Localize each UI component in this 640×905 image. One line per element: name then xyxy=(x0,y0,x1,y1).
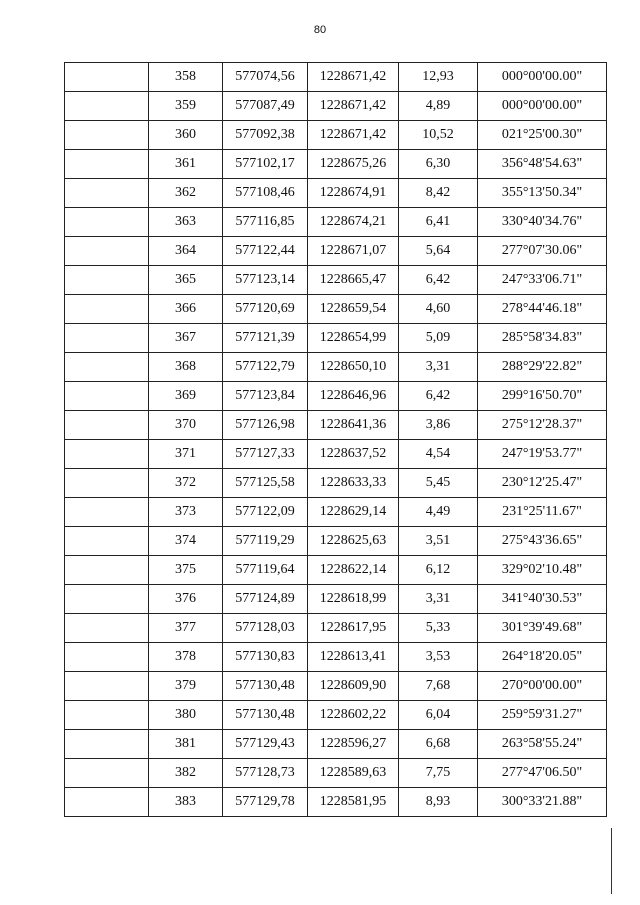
point-number-cell: 372 xyxy=(149,469,223,498)
point-number-cell: 376 xyxy=(149,585,223,614)
x-coordinate-cell: 577092,38 xyxy=(223,121,308,150)
x-coordinate-cell: 577128,03 xyxy=(223,614,308,643)
direction-angle-cell: 288°29'22.82" xyxy=(478,353,607,382)
direction-angle-cell: 270°00'00.00" xyxy=(478,672,607,701)
point-number-cell: 371 xyxy=(149,440,223,469)
length-cell: 5,33 xyxy=(399,614,478,643)
x-coordinate-cell: 577126,98 xyxy=(223,411,308,440)
y-coordinate-cell: 1228659,54 xyxy=(308,295,399,324)
length-cell: 6,42 xyxy=(399,266,478,295)
x-coordinate-cell: 577119,64 xyxy=(223,556,308,585)
direction-angle-cell: 264°18'20.05" xyxy=(478,643,607,672)
table-row xyxy=(65,440,607,469)
length-cell: 6,30 xyxy=(399,150,478,179)
x-coordinate-cell: 577108,46 xyxy=(223,179,308,208)
point-number-cell: 361 xyxy=(149,150,223,179)
x-coordinate-cell: 577119,29 xyxy=(223,527,308,556)
coordinates-table-body xyxy=(65,63,607,817)
direction-angle-cell: 329°02'10.48" xyxy=(478,556,607,585)
y-coordinate-cell: 1228613,41 xyxy=(308,643,399,672)
x-coordinate-cell: 577123,14 xyxy=(223,266,308,295)
table-row xyxy=(65,701,607,730)
direction-angle-cell: 021°25'00.30" xyxy=(478,121,607,150)
y-coordinate-cell: 1228671,07 xyxy=(308,237,399,266)
blank-cell xyxy=(65,469,149,498)
y-coordinate-cell: 1228581,95 xyxy=(308,788,399,817)
y-coordinate-cell: 1228589,63 xyxy=(308,759,399,788)
direction-angle-cell: 356°48'54.63" xyxy=(478,150,607,179)
table-row xyxy=(65,382,607,411)
length-cell: 4,60 xyxy=(399,295,478,324)
blank-cell xyxy=(65,788,149,817)
direction-angle-cell: 299°16'50.70" xyxy=(478,382,607,411)
blank-cell xyxy=(65,382,149,411)
point-number-cell: 382 xyxy=(149,759,223,788)
y-coordinate-cell: 1228671,42 xyxy=(308,92,399,121)
blank-cell xyxy=(65,266,149,295)
point-number-cell: 380 xyxy=(149,701,223,730)
length-cell: 6,42 xyxy=(399,382,478,411)
y-coordinate-cell: 1228602,22 xyxy=(308,701,399,730)
table-row xyxy=(65,63,607,92)
length-cell: 4,89 xyxy=(399,92,478,121)
length-cell: 5,45 xyxy=(399,469,478,498)
direction-angle-cell: 247°33'06.71" xyxy=(478,266,607,295)
length-cell: 10,52 xyxy=(399,121,478,150)
table-row xyxy=(65,556,607,585)
x-coordinate-cell: 577129,43 xyxy=(223,730,308,759)
x-coordinate-cell: 577102,17 xyxy=(223,150,308,179)
table-row xyxy=(65,585,607,614)
table-row xyxy=(65,295,607,324)
x-coordinate-cell: 577074,56 xyxy=(223,63,308,92)
direction-angle-cell: 259°59'31.27" xyxy=(478,701,607,730)
table-row xyxy=(65,150,607,179)
direction-angle-cell: 278°44'46.18" xyxy=(478,295,607,324)
blank-cell xyxy=(65,614,149,643)
blank-cell xyxy=(65,643,149,672)
table-row xyxy=(65,643,607,672)
blank-cell xyxy=(65,353,149,382)
x-coordinate-cell: 577087,49 xyxy=(223,92,308,121)
point-number-cell: 362 xyxy=(149,179,223,208)
table-row xyxy=(65,411,607,440)
x-coordinate-cell: 577130,83 xyxy=(223,643,308,672)
direction-angle-cell: 230°12'25.47" xyxy=(478,469,607,498)
table-row xyxy=(65,498,607,527)
y-coordinate-cell: 1228674,91 xyxy=(308,179,399,208)
y-coordinate-cell: 1228675,26 xyxy=(308,150,399,179)
length-cell: 4,49 xyxy=(399,498,478,527)
x-coordinate-cell: 577116,85 xyxy=(223,208,308,237)
page-number: 80 xyxy=(313,24,327,36)
x-coordinate-cell: 577125,58 xyxy=(223,469,308,498)
point-number-cell: 367 xyxy=(149,324,223,353)
y-coordinate-cell: 1228633,33 xyxy=(308,469,399,498)
y-coordinate-cell: 1228671,42 xyxy=(308,63,399,92)
blank-cell xyxy=(65,701,149,730)
direction-angle-cell: 300°33'21.88" xyxy=(478,788,607,817)
blank-cell xyxy=(65,411,149,440)
point-number-cell: 383 xyxy=(149,788,223,817)
x-coordinate-cell: 577122,79 xyxy=(223,353,308,382)
table-row xyxy=(65,266,607,295)
y-coordinate-cell: 1228625,63 xyxy=(308,527,399,556)
length-cell: 3,51 xyxy=(399,527,478,556)
point-number-cell: 373 xyxy=(149,498,223,527)
point-number-cell: 370 xyxy=(149,411,223,440)
direction-angle-cell: 000°00'00.00" xyxy=(478,63,607,92)
x-coordinate-cell: 577122,09 xyxy=(223,498,308,527)
point-number-cell: 364 xyxy=(149,237,223,266)
length-cell: 3,53 xyxy=(399,643,478,672)
x-coordinate-cell: 577130,48 xyxy=(223,672,308,701)
point-number-cell: 378 xyxy=(149,643,223,672)
x-coordinate-cell: 577127,33 xyxy=(223,440,308,469)
y-coordinate-cell: 1228618,99 xyxy=(308,585,399,614)
blank-cell xyxy=(65,237,149,266)
direction-angle-cell: 275°43'36.65" xyxy=(478,527,607,556)
y-coordinate-cell: 1228646,96 xyxy=(308,382,399,411)
blank-cell xyxy=(65,498,149,527)
point-number-cell: 360 xyxy=(149,121,223,150)
x-coordinate-cell: 577128,73 xyxy=(223,759,308,788)
table-row xyxy=(65,179,607,208)
length-cell: 4,54 xyxy=(399,440,478,469)
y-coordinate-cell: 1228665,47 xyxy=(308,266,399,295)
blank-cell xyxy=(65,92,149,121)
direction-angle-cell: 277°47'06.50" xyxy=(478,759,607,788)
y-coordinate-cell: 1228654,99 xyxy=(308,324,399,353)
blank-cell xyxy=(65,179,149,208)
direction-angle-cell: 355°13'50.34" xyxy=(478,179,607,208)
x-coordinate-cell: 577124,89 xyxy=(223,585,308,614)
x-coordinate-cell: 577120,69 xyxy=(223,295,308,324)
direction-angle-cell: 275°12'28.37" xyxy=(478,411,607,440)
blank-cell xyxy=(65,556,149,585)
blank-cell xyxy=(65,150,149,179)
length-cell: 8,42 xyxy=(399,179,478,208)
blank-cell xyxy=(65,121,149,150)
point-number-cell: 365 xyxy=(149,266,223,295)
blank-cell xyxy=(65,324,149,353)
blank-cell xyxy=(65,759,149,788)
y-coordinate-cell: 1228650,10 xyxy=(308,353,399,382)
direction-angle-cell: 000°00'00.00" xyxy=(478,92,607,121)
point-number-cell: 366 xyxy=(149,295,223,324)
direction-angle-cell: 231°25'11.67" xyxy=(478,498,607,527)
direction-angle-cell: 277°07'30.06" xyxy=(478,237,607,266)
y-coordinate-cell: 1228617,95 xyxy=(308,614,399,643)
point-number-cell: 381 xyxy=(149,730,223,759)
table-row xyxy=(65,527,607,556)
coordinates-table xyxy=(64,62,607,817)
y-coordinate-cell: 1228629,14 xyxy=(308,498,399,527)
point-number-cell: 377 xyxy=(149,614,223,643)
length-cell: 3,31 xyxy=(399,353,478,382)
y-coordinate-cell: 1228637,52 xyxy=(308,440,399,469)
length-cell: 7,68 xyxy=(399,672,478,701)
table-row xyxy=(65,614,607,643)
point-number-cell: 374 xyxy=(149,527,223,556)
x-coordinate-cell: 577129,78 xyxy=(223,788,308,817)
blank-cell xyxy=(65,672,149,701)
length-cell: 3,86 xyxy=(399,411,478,440)
direction-angle-cell: 341°40'30.53" xyxy=(478,585,607,614)
length-cell: 8,93 xyxy=(399,788,478,817)
table-row xyxy=(65,353,607,382)
y-coordinate-cell: 1228609,90 xyxy=(308,672,399,701)
table-row xyxy=(65,759,607,788)
x-coordinate-cell: 577121,39 xyxy=(223,324,308,353)
direction-angle-cell: 330°40'34.76" xyxy=(478,208,607,237)
point-number-cell: 368 xyxy=(149,353,223,382)
blank-cell xyxy=(65,730,149,759)
table-row xyxy=(65,788,607,817)
x-coordinate-cell: 577130,48 xyxy=(223,701,308,730)
blank-cell xyxy=(65,295,149,324)
y-coordinate-cell: 1228596,27 xyxy=(308,730,399,759)
point-number-cell: 369 xyxy=(149,382,223,411)
table-row xyxy=(65,208,607,237)
table-row xyxy=(65,121,607,150)
table-row xyxy=(65,92,607,121)
length-cell: 3,31 xyxy=(399,585,478,614)
y-coordinate-cell: 1228671,42 xyxy=(308,121,399,150)
point-number-cell: 358 xyxy=(149,63,223,92)
length-cell: 6,41 xyxy=(399,208,478,237)
x-coordinate-cell: 577123,84 xyxy=(223,382,308,411)
length-cell: 7,75 xyxy=(399,759,478,788)
length-cell: 5,09 xyxy=(399,324,478,353)
length-cell: 6,68 xyxy=(399,730,478,759)
direction-angle-cell: 285°58'34.83" xyxy=(478,324,607,353)
table-row xyxy=(65,324,607,353)
point-number-cell: 363 xyxy=(149,208,223,237)
length-cell: 6,04 xyxy=(399,701,478,730)
x-coordinate-cell: 577122,44 xyxy=(223,237,308,266)
table-row xyxy=(65,672,607,701)
point-number-cell: 375 xyxy=(149,556,223,585)
blank-cell xyxy=(65,527,149,556)
direction-angle-cell: 247°19'53.77" xyxy=(478,440,607,469)
y-coordinate-cell: 1228674,21 xyxy=(308,208,399,237)
length-cell: 6,12 xyxy=(399,556,478,585)
blank-cell xyxy=(65,208,149,237)
point-number-cell: 379 xyxy=(149,672,223,701)
blank-cell xyxy=(65,440,149,469)
table-row xyxy=(65,237,607,266)
point-number-cell: 359 xyxy=(149,92,223,121)
blank-cell xyxy=(65,585,149,614)
length-cell: 12,93 xyxy=(399,63,478,92)
y-coordinate-cell: 1228622,14 xyxy=(308,556,399,585)
direction-angle-cell: 301°39'49.68" xyxy=(478,614,607,643)
direction-angle-cell: 263°58'55.24" xyxy=(478,730,607,759)
margin-line xyxy=(611,828,612,894)
table-row xyxy=(65,730,607,759)
length-cell: 5,64 xyxy=(399,237,478,266)
y-coordinate-cell: 1228641,36 xyxy=(308,411,399,440)
blank-cell xyxy=(65,63,149,92)
table-row xyxy=(65,469,607,498)
